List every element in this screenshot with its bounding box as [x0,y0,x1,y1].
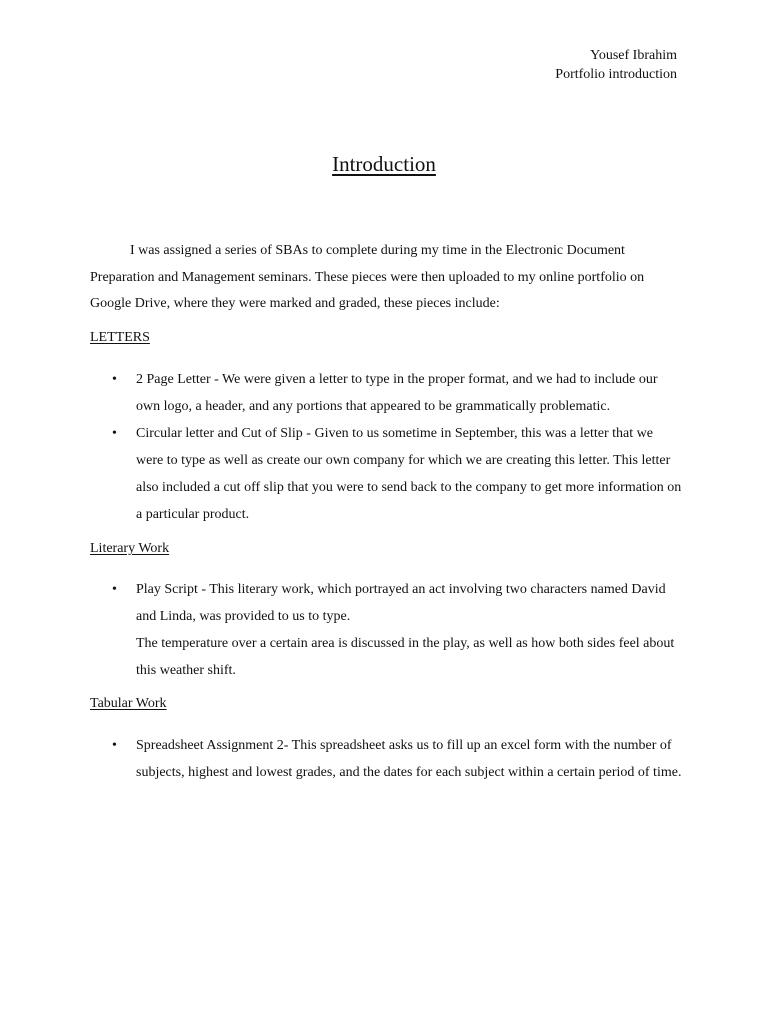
letters-list [112,366,682,528]
list-item [112,420,682,528]
intro-paragraph: I was assigned a series of SBAs to complete during my time in the Electronic Document Preparation and Management seminars. These pieces were then uploaded to my online portfolio on Google Drive, where they were marked and graded, these pieces include: [90,243,645,311]
section-heading-literary-work: Literary Work [90,541,170,556]
list-item-text: Circular letter and Cut of Slip - Given to us sometime in September, this was a letter that we were to type as well as create our own company for which we are creating this letter. This letter also included a cut off slip that you were to send back to the company to get more information on a particular product. [136,426,682,522]
list-item [112,732,682,786]
section-heading-letters: LETTERS [90,330,150,345]
literary-work-list [112,576,682,684]
list-item-text: Spreadsheet Assignment 2- This spreadsheet asks us to fill up an excel form with the number of subjects, highest and lowest grades, and the dates for each subject within a certain period of time. [136,738,682,780]
bullet-icon: • [112,582,117,597]
document-header [555,46,677,84]
list-item-text: Play Script - This literary work, which portrayed an act involving two characters named David and Linda, was provided to us to type. [136,582,666,624]
document-subtitle: Portfolio introduction [555,67,677,82]
section-heading-tabular-work: Tabular Work [90,696,167,711]
tabular-work-list [112,732,682,786]
list-item-text: 2 Page Letter - We were given a letter to type in the proper format, and we had to include our own logo, a header, and any portions that appeared to be grammatically problematic. [136,372,658,414]
list-item [112,366,682,420]
list-item [112,576,682,684]
bullet-icon: • [112,426,117,441]
page-title: Introduction [332,152,436,176]
author-name: Yousef Ibrahim [590,48,677,63]
bullet-icon: • [112,738,117,753]
list-item-continuation: The temperature over a certain area is discussed in the play, as well as how both sides feel about this weather shift. [136,636,675,678]
bullet-icon: • [112,372,117,387]
